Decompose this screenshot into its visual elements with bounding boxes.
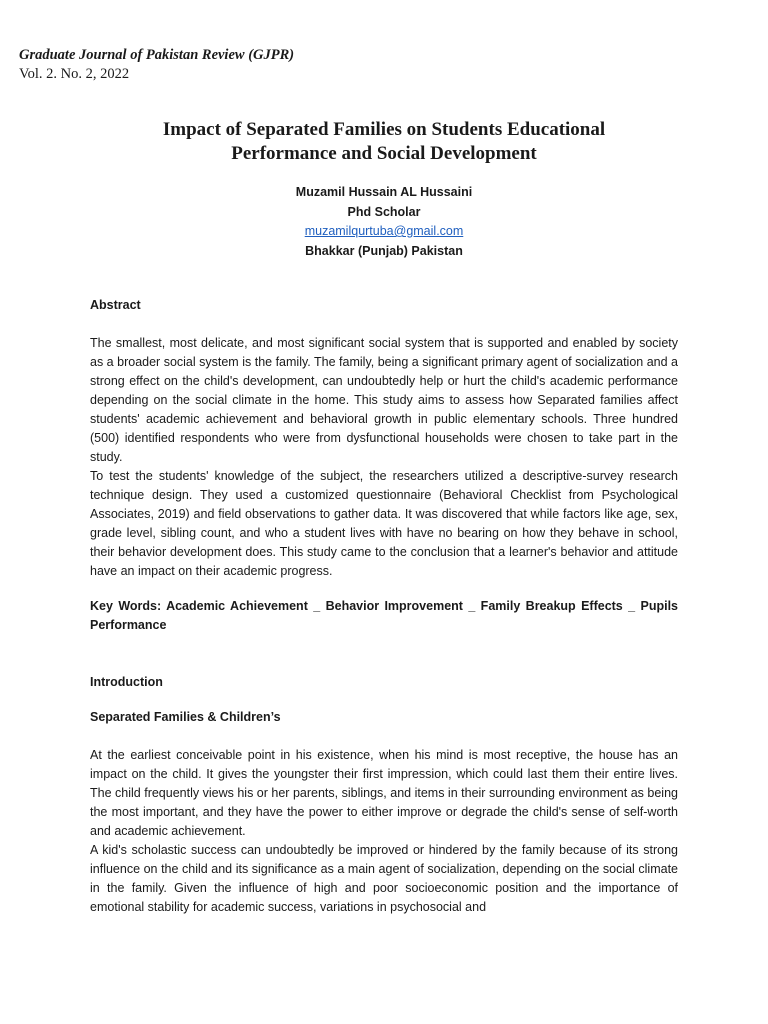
author-role: Phd Scholar	[347, 204, 421, 219]
journal-header	[19, 46, 294, 84]
author-location: Bhakkar (Punjab) Pakistan	[305, 243, 463, 258]
paper-title-line-2: Performance and Social Development	[231, 143, 537, 164]
paper-title	[60, 118, 708, 166]
introduction-subheading: Separated Families & Children’s	[90, 710, 281, 724]
journal-name: Graduate Journal of Pakistan Review (GJPR)	[19, 47, 295, 63]
abstract-paragraph: The smallest, most delicate, and most significant social system that is supported and enabled by society as a broader social system is the family. The family, being a significant primary agent of socialization and a strong effect on the child's development, can undoubtedly help or hurt the child's academic performance depending on the social climate in the home. This study aims to assess how Separated families affect students' academic achievement and behavioral growth in public elementary schools. Three hundred (500) identified respondents who were from dysfunctional households were chosen to take part in the study.	[90, 336, 678, 464]
author-email-link[interactable]: muzamilqurtuba@gmail.com	[304, 224, 464, 238]
abstract-heading: Abstract	[90, 298, 141, 312]
abstract-paragraph: To test the students' knowledge of the subject, the researchers utilized a descriptive-survey research technique design. They used a customized questionnaire (Behavioral Checklist from Psychological Associates, 2019) and field observations to gather data. It was discovered that while factors like age, sex, grade level, sibling count, and who a student lives with have no bearing on how they behave in school, their behavior development does. This study came to the conclusion that a learner's behavior and attitude have an impact on their academic progress.	[90, 469, 678, 578]
author-name: Muzamil Hussain AL Hussaini	[295, 185, 473, 199]
journal-volume: Vol. 2. No. 2, 2022	[19, 66, 130, 82]
paper-title-line-1: Impact of Separated Families on Students Educational	[162, 119, 606, 140]
author-block	[90, 183, 678, 261]
paper-body	[90, 296, 678, 917]
introduction-paragraph: At the earliest conceivable point in his existence, when his mind is most receptive, the house has an impact on the child. It gives the youngster their first impression, which could last them their entire lives. The child frequently views his or her parents, siblings, and items in their surrounding environment as being the most important, and they have the power to either improve or degrade the child's sense of self-worth and academic achievement.	[90, 748, 678, 838]
introduction-heading: Introduction	[90, 675, 163, 689]
introduction-paragraph: A kid's scholastic success can undoubtedly be improved or hindered by the family because of its strong influence on the child and its significance as a main agent of socialization, depending on the social climate in the family. Given the influence of high and poor socioeconomic position and the importance of emotional stability for academic success, variations in psychosocial and	[90, 843, 678, 914]
keywords: Key Words: Academic Achievement _ Behavior Improvement _ Family Breakup Effects _ Pupils Performance	[90, 599, 678, 632]
